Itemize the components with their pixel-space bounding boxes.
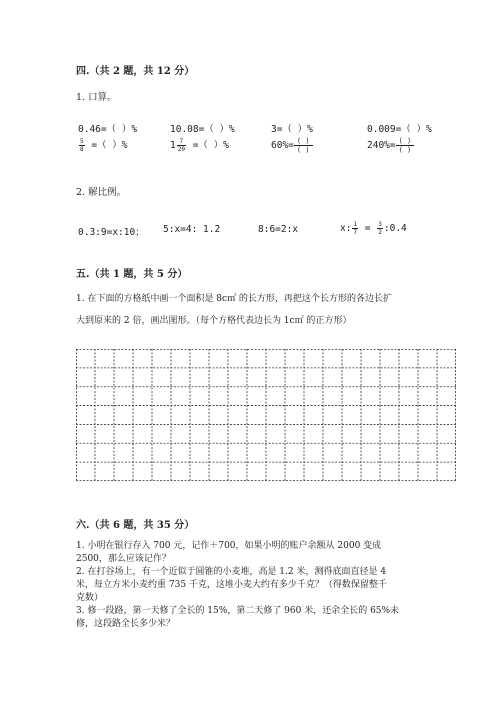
- section5-q1-line1: 1. 在下面的方格纸中画一个面积是 8c㎡ 的长方形，再把这个长方形的各边长扩: [76, 294, 392, 304]
- fraction: $\frac{3}{2}$: [378, 221, 382, 236]
- proportion-item: 8:6=2:x: [258, 224, 299, 235]
- section6-title: 六.（共 6 题，共 35 分）: [76, 520, 195, 531]
- fraction: $\frac{7}{20}$: [177, 138, 185, 153]
- section4-q2-label: 2. 解比例。: [76, 187, 127, 198]
- section4-title: 四.（共 2 题，共 12 分）: [76, 66, 195, 77]
- proportion-item-fraction: x: $\frac{1}{7}$ = $\frac{3}{2}$ :0.4: [340, 221, 407, 236]
- section4-q1-label: 1. 口算。: [76, 92, 117, 103]
- section6-line: 修，这段路全长多少米？: [76, 619, 176, 629]
- section5-q1-line2: 大到原来的 2 倍，画出图形。（每个方格代表边长为 1c㎡ 的正方形）: [76, 316, 352, 326]
- calc-item-percent-fraction: 240%= ( ) ( ): [367, 137, 414, 154]
- blank-fraction: ( ) ( ): [294, 137, 313, 154]
- section6-line: 1. 小明在银行存入 700 元，记作＋700，如果小明的账户余额从 2000 变成: [76, 541, 382, 551]
- section6-line: 3. 修一段路，第一天修了全长的 15%，第二天修了 960 米，还余全长的 65%未: [76, 606, 400, 616]
- proportion-item: 0.3:9=x:10；: [78, 227, 145, 238]
- section5-title: 五.（共 1 题，共 5 分）: [76, 269, 188, 280]
- calc-item-percent-fraction: 60%= ( ) ( ): [271, 137, 313, 154]
- blank-fraction: ( ) ( ): [396, 137, 415, 154]
- proportion-item: 5:x=4: 1.2: [163, 224, 221, 235]
- calc-item-mixed-fraction: 1 $\frac{7}{20}$ =（ ）%: [170, 138, 229, 153]
- fraction: $\frac{1}{7}$: [353, 221, 358, 236]
- calc-item: 0.009=（ ）%: [367, 124, 432, 135]
- calc-item: 0.46=（ ）%: [78, 124, 138, 135]
- section6-line: 克数）: [76, 593, 104, 603]
- section6-line: 米，每立方米小麦约重 735 千克，这堆小麦大约有多少千克？（得数保留整千: [76, 580, 387, 590]
- section6-line: 2500，那么应该记作？: [76, 554, 171, 564]
- calc-item: 10.08=（ ）%: [170, 124, 235, 135]
- calc-item-fraction: $\frac{5}{8}$ =（ ）%: [80, 138, 128, 153]
- fraction: $\frac{5}{8}$: [80, 138, 84, 153]
- calc-item: 3=（ ）%: [271, 124, 313, 135]
- grid-paper[interactable]: [76, 349, 456, 481]
- section6-line: 2. 在打谷场上，有一个近似于圆锥的小麦堆，高是 1.2 米，测得底面直径是 4: [76, 567, 387, 577]
